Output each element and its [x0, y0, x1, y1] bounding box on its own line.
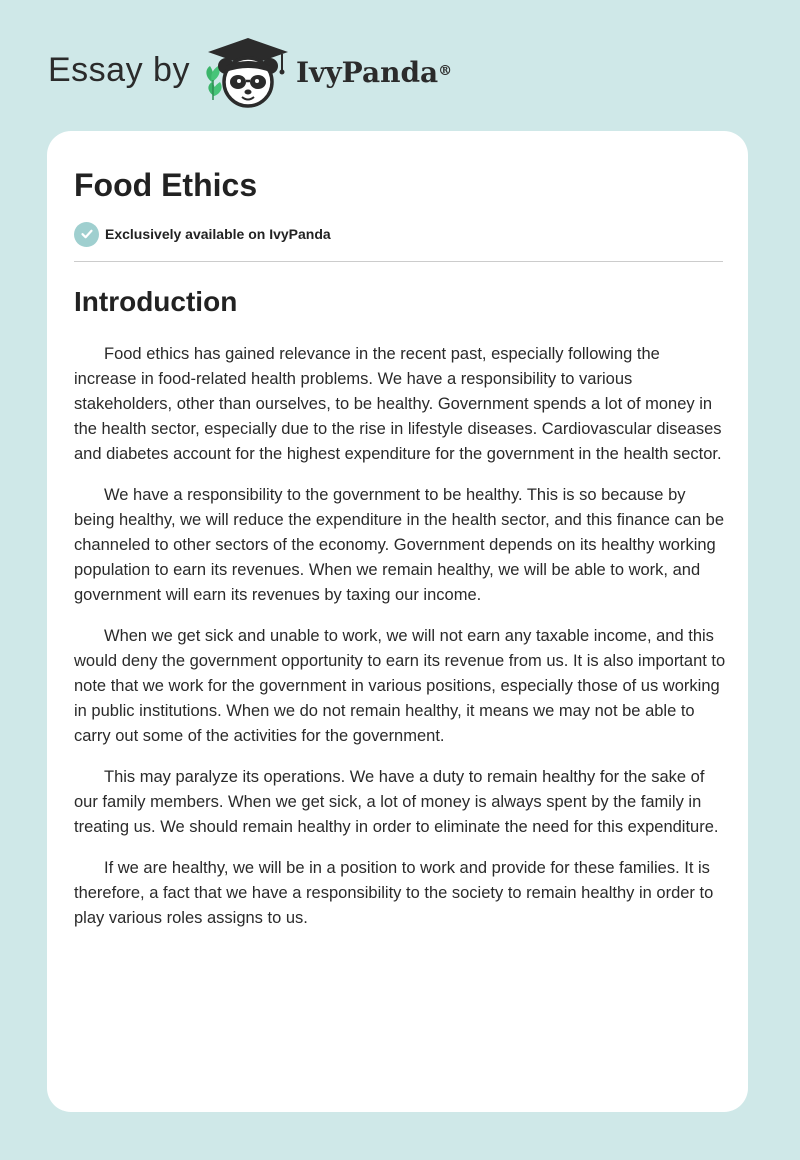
essay-by-label: Essay by: [48, 51, 190, 89]
divider: [74, 261, 723, 262]
essay-card: [47, 131, 748, 1112]
paragraph: When we get sick and unable to work, we will not earn any taxable income, and this would deny the government opportunity to earn its revenue from us. It is also important to note that we work for the government in various positions, especially those of us working in public institutions. When we do not remain healthy, it means we may not be able to carry out some of the activities for the government.: [74, 627, 726, 745]
paragraph: If we are healthy, we will be in a position to work and provide for these families. It is therefore, a fact that we have a responsibility to the society to remain healthy in order to play various roles assigns to us.: [74, 859, 714, 927]
brand-name: [296, 56, 452, 90]
site-header: [0, 0, 800, 130]
page-title: Food Ethics: [74, 167, 258, 203]
leaf-icon: [206, 66, 221, 100]
check-icon: [74, 222, 99, 247]
paragraph: This may paralyze its operations. We have a duty to remain healthy for the sake of our family members. When we get sick, a lot of money is always spent by the family in treating us. We should remain healthy in order to eliminate the need for this expenditure.: [74, 768, 719, 836]
section-heading-introduction: Introduction: [74, 286, 238, 317]
exclusive-badge: [74, 221, 331, 247]
essay-body: [74, 342, 726, 947]
brand-name-text: IvyPanda: [296, 56, 439, 89]
exclusive-badge-label: Exclusively available on IvyPanda: [105, 226, 331, 242]
paragraph: Food ethics has gained relevance in the recent past, especially following the increase in food-related health problems. We have a responsibility to various stakeholders, other than ourselves, to be healthy. Government spends a lot of money in the health sector, especially due to the rise in lifestyle diseases. Cardiovascular diseases and diabetes account for the highest expenditure for the government in the health sector.: [74, 345, 722, 463]
panda-logo-icon: [202, 36, 294, 110]
registered-mark: ®: [438, 63, 453, 79]
paragraph: We have a responsibility to the government to be healthy. This is so because by being healthy, we will reduce the expenditure in the health sector, and this finance can be channeled to other sectors of the economy. Government depends on its healthy working population to earn its revenues. When we remain healthy, we will be able to work, and government will earn its revenues by taxing our income.: [74, 486, 725, 604]
